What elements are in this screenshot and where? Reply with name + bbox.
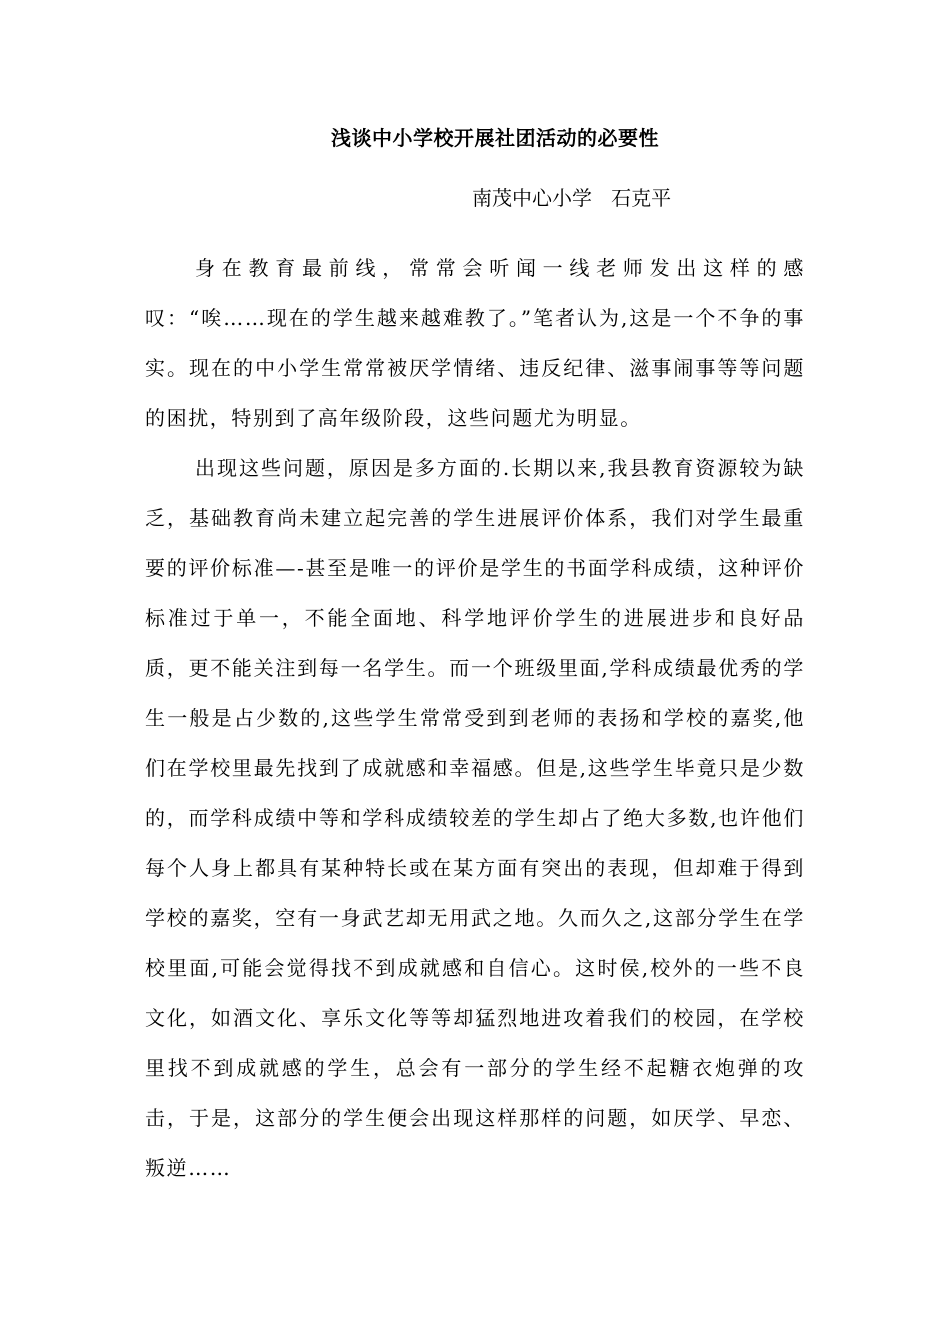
paragraph-1: 身在教育最前线，常常会听闻一线老师发出这样的感叹：“唉……现在的学生越来越难教了。”笔者认为,这是一个不争的事实。现在的中小学生常常被厌学情绪、违反纪律、滋事闹事等等问题的困扰，特别到了高年级阶段，这些问题尤为明显。 <box>145 256 805 430</box>
document-title: 浅谈中小学校开展社团活动的必要性 <box>331 126 659 150</box>
document-body <box>145 243 805 1193</box>
author-line: 南茂中心小学 石克平 <box>472 186 672 210</box>
paragraph-2: 出现这些问题，原因是多方面的.长期以来,我县教育资源较为缺乏，基础教育尚未建立起完善的学生进展评价体系，我们对学生最重要的评价标准—-甚至是唯一的评价是学生的书面学科成绩，这种评价标准过于单一，不能全面地、科学地评价学生的进展进步和良好品质，更不能关注到每一名学生。而一个班级里面,学科成绩最优秀的学生一般是占少数的,这些学生常常受到到老师的表扬和学校的嘉奖,他们在学校里最先找到了成就感和幸福感。但是,这些学生毕竟只是少数的，而学科成绩中等和学科成绩较差的学生却占了绝大多数,也许他们每个人身上都具有某种特长或在某方面有突出的表现，但却难于得到学校的嘉奖，空有一身武艺却无用武之地。久而久之,这部分学生在学校里面,可能会觉得找不到成就感和自信心。这时侯,校外的一些不良文化，如酒文化、享乐文化等等却猛烈地进攻着我们的校园，在学校里找不到成就感的学生，总会有一部分的学生经不起糖衣炮弹的攻击，于是，这部分的学生便会出现这样那样的问题，如厌学、早恋、叛逆…… <box>145 456 805 1180</box>
